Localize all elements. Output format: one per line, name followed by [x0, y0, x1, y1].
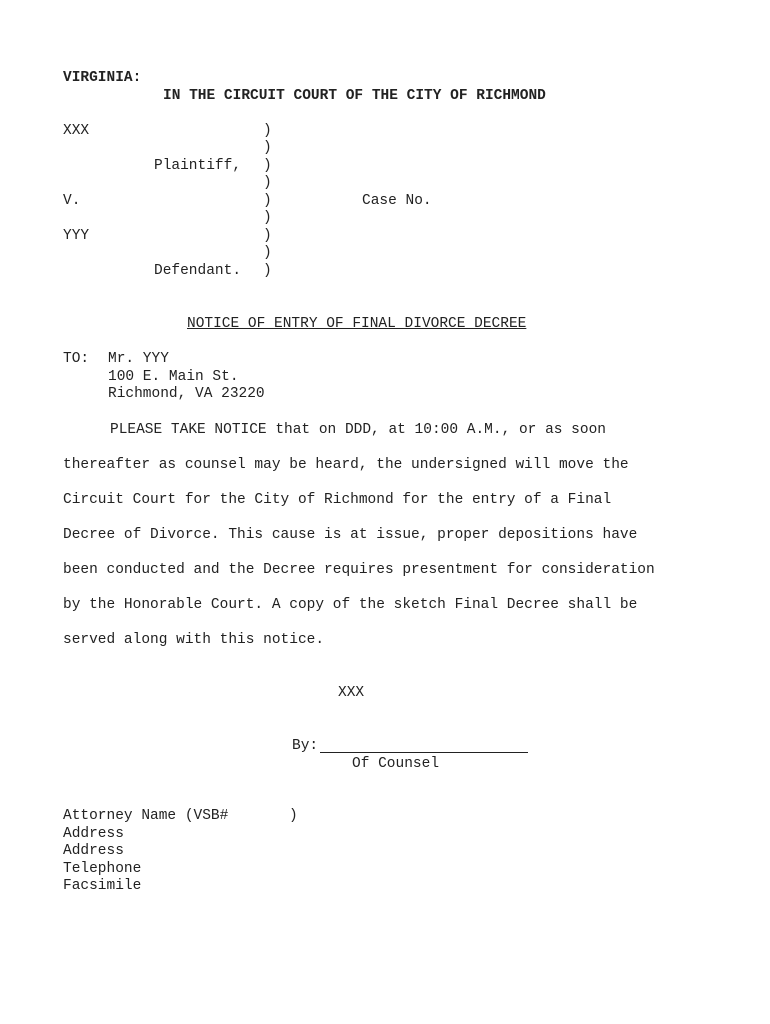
- defendant-name: YYY: [63, 228, 90, 244]
- caption-paren: ): [263, 140, 272, 156]
- addressee-name: Mr. YYY: [108, 351, 169, 367]
- addressee-city: Richmond, VA 23220: [108, 386, 265, 402]
- body-line: Decree of Divorce. This cause is at issue, proper depositions have: [63, 527, 638, 543]
- case-number-label: Case No.: [362, 193, 432, 209]
- court-heading: IN THE CIRCUIT COURT OF THE CITY OF RICHMOND: [163, 88, 546, 104]
- signature-party: XXX: [338, 685, 365, 701]
- caption-paren: ): [263, 193, 272, 209]
- caption-paren: ): [263, 123, 272, 139]
- body-line: served along with this notice.: [63, 632, 325, 648]
- caption-paren: ): [263, 175, 272, 191]
- body-line: Circuit Court for the City of Richmond for the entry of a Final: [63, 492, 612, 508]
- versus-label: V.: [63, 193, 81, 209]
- attorney-address-2: Address: [63, 843, 124, 859]
- signature-line: [320, 752, 528, 753]
- attorney-name: Attorney Name (VSB#: [63, 808, 229, 824]
- caption-paren: ): [263, 263, 272, 279]
- state-heading: VIRGINIA:: [63, 70, 142, 86]
- defendant-label: Defendant.: [154, 263, 242, 279]
- caption-paren: ): [263, 228, 272, 244]
- body-line: by the Honorable Court. A copy of the sketch Final Decree shall be: [63, 597, 638, 613]
- caption-paren: ): [263, 245, 272, 261]
- caption-paren: ): [263, 210, 272, 226]
- caption-paren: ): [263, 158, 272, 174]
- attorney-facsimile: Facsimile: [63, 878, 142, 894]
- notice-title: NOTICE OF ENTRY OF FINAL DIVORCE DECREE: [187, 316, 527, 332]
- by-label: By:: [292, 738, 319, 754]
- plaintiff-name: XXX: [63, 123, 90, 139]
- plaintiff-label: Plaintiff,: [154, 158, 242, 174]
- addressee-street: 100 E. Main St.: [108, 369, 239, 385]
- attorney-vsb-close: ): [289, 808, 298, 824]
- attorney-telephone: Telephone: [63, 861, 142, 877]
- attorney-address-1: Address: [63, 826, 124, 842]
- body-line: thereafter as counsel may be heard, the undersigned will move the: [63, 457, 629, 473]
- body-line: been conducted and the Decree requires presentment for consideration: [63, 562, 655, 578]
- of-counsel-label: Of Counsel: [352, 756, 440, 772]
- body-line: PLEASE TAKE NOTICE that on DDD, at 10:00 A.M., or as soon: [110, 422, 606, 438]
- to-label: TO:: [63, 351, 90, 367]
